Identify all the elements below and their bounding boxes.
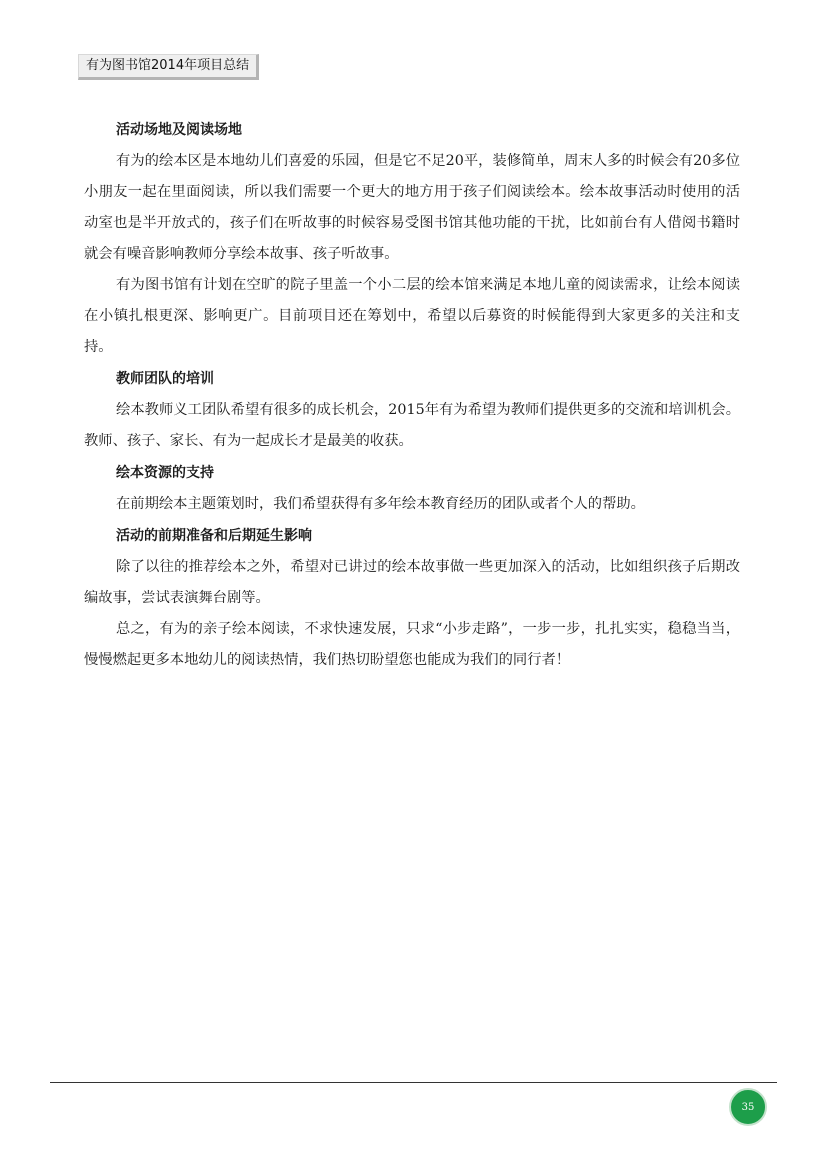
- section-title-preparation: 活动的前期准备和后期延生影响: [116, 528, 312, 544]
- paragraph-teacher-training: 绘本教师义工团队希望有很多的成长机会，2015年有为希望为教师们提供更多的交流和培训机会。教师、孩子、家长、有为一起成长才是最美的收获。: [84, 402, 740, 449]
- paragraph-resources: 在前期绘本主题策划时，我们希望获得有多年绘本教育经历的团队或者个人的帮助。: [116, 496, 645, 512]
- section-title-teacher-training: 教师团队的培训: [116, 371, 214, 387]
- footer-divider: [50, 1082, 777, 1083]
- page-number-badge: 35: [729, 1088, 767, 1126]
- running-header: 有为图书馆2014年项目总结: [78, 54, 259, 80]
- section-title-venue: 活动场地及阅读场地: [116, 122, 242, 138]
- document-body: [84, 114, 740, 676]
- section-title-resources: 绘本资源的支持: [116, 465, 214, 481]
- paragraph-venue-2: 有为图书馆有计划在空旷的院子里盖一个小二层的绘本馆来满足本地儿童的阅读需求，让绘本阅读在小镇扎根更深、影响更广。目前项目还在筹划中，希望以后募资的时候能得到大家更多的关注和支持。: [84, 277, 740, 355]
- paragraph-preparation: 除了以往的推荐绘本之外，希望对已讲过的绘本故事做一些更加深入的活动，比如组织孩子后期改编故事，尝试表演舞台剧等。: [84, 559, 740, 606]
- paragraph-conclusion: 总之，有为的亲子绘本阅读，不求快速发展，只求“小步走路”，一步一步，扎扎实实，稳稳当当，慢慢燃起更多本地幼儿的阅读热情，我们热切盼望您也能成为我们的同行者！: [84, 621, 740, 668]
- paragraph-venue-1: 有为的绘本区是本地幼儿们喜爱的乐园，但是它不足20平，装修简单，周末人多的时候会有20多位小朋友一起在里面阅读，所以我们需要一个更大的地方用于孩子们阅读绘本。绘本故事活动时使用的活动室也是半开放式的，孩子们在听故事的时候容易受图书馆其他功能的干扰，比如前台有人借阅书籍时就会有噪音影响教师分享绘本故事、孩子听故事。: [84, 153, 740, 262]
